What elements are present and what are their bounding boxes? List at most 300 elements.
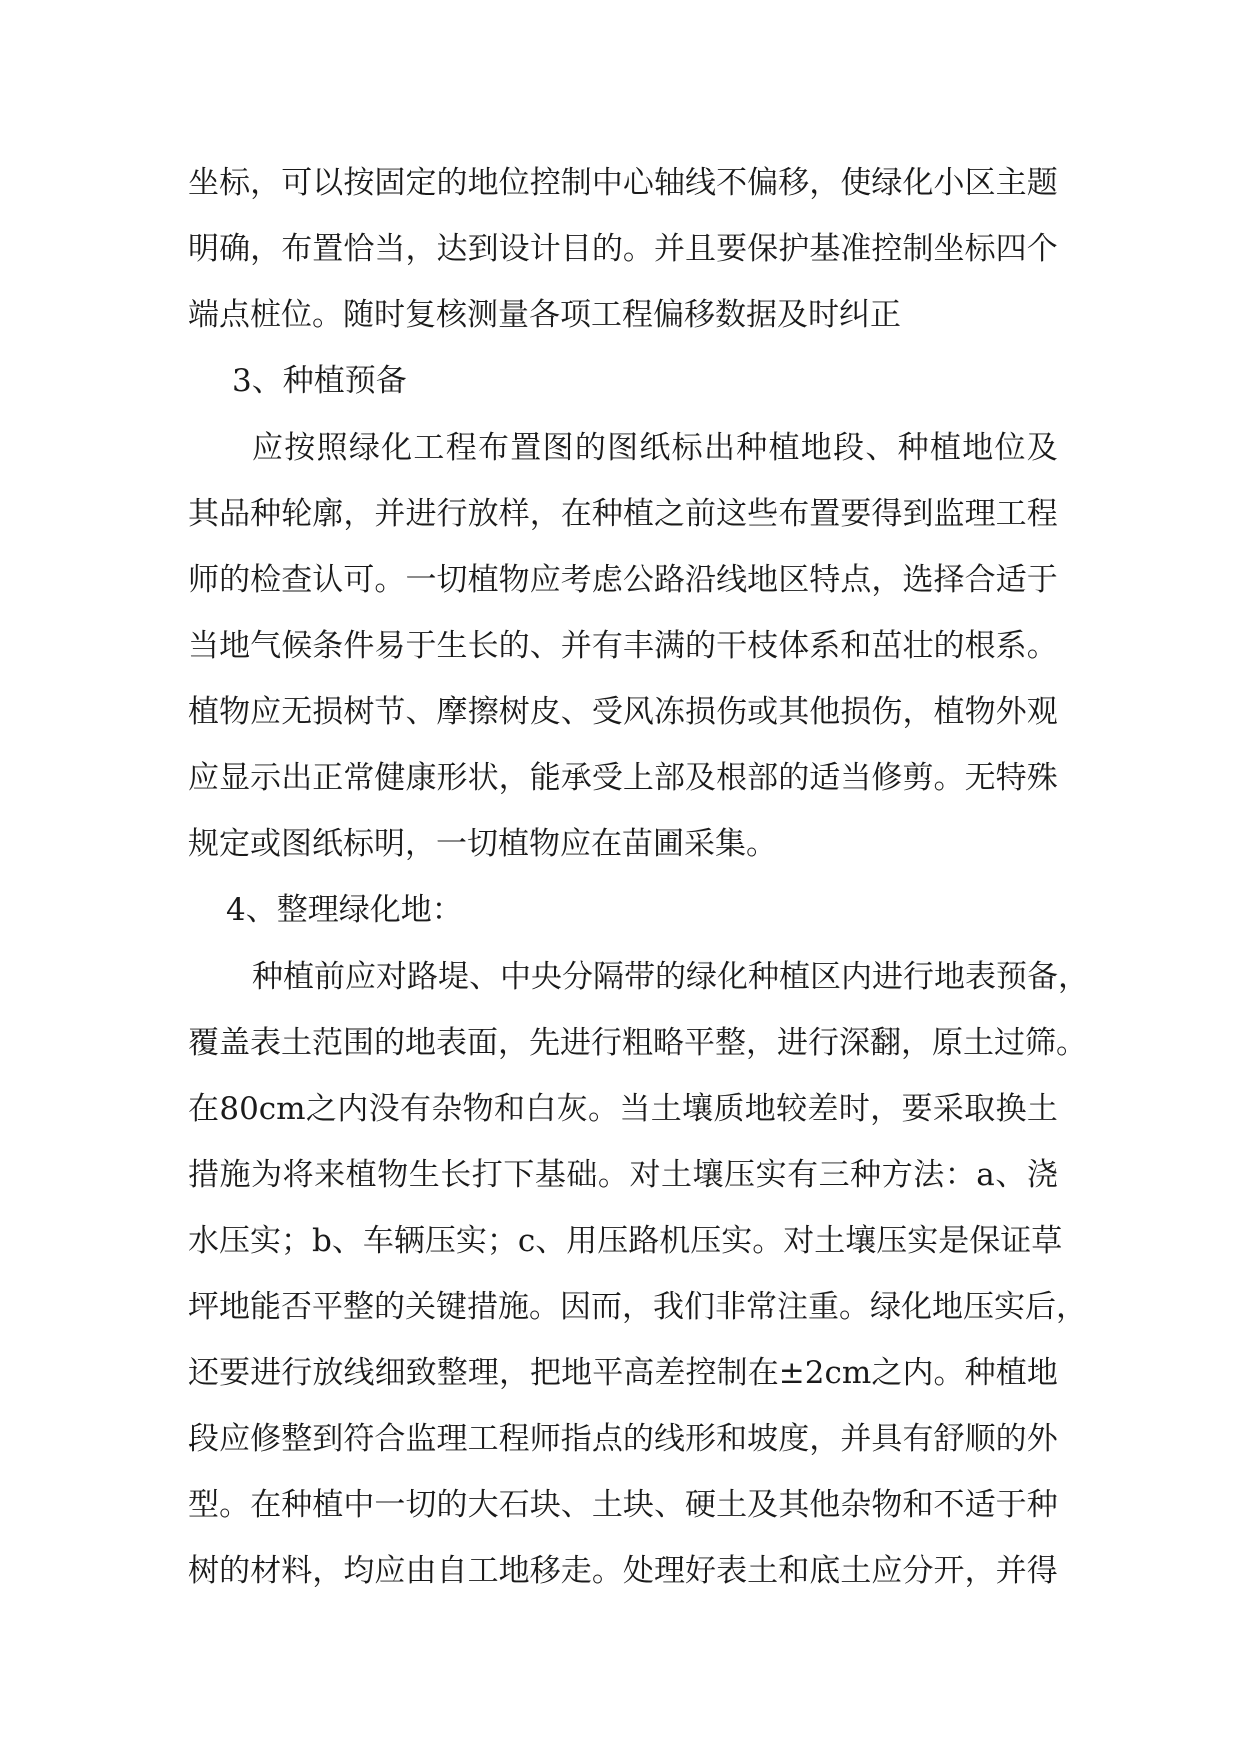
glyph: 高 — [623, 1355, 655, 1391]
glyph: 大 — [467, 1487, 499, 1523]
glyph: 要 — [219, 1355, 251, 1391]
glyph: 进 — [777, 1025, 808, 1061]
glyph: 标 — [671, 430, 703, 466]
glyph: 、 — [535, 1223, 567, 1259]
glyph: 。 — [219, 1487, 251, 1523]
glyph: 区 — [810, 959, 841, 995]
glyph: 检 — [250, 562, 282, 598]
glyph: 内 — [337, 1091, 369, 1127]
glyph: 观 — [1026, 694, 1058, 730]
glyph: 应 — [345, 959, 376, 995]
glyph: 处 — [622, 1553, 654, 1589]
glyph: 承 — [560, 760, 592, 796]
glyph: 受 — [591, 760, 623, 796]
glyph: 筛 — [1025, 1025, 1056, 1061]
glyph: ， — [250, 231, 282, 267]
glyph: 个 — [1026, 231, 1058, 267]
glyph: 中 — [500, 959, 531, 995]
glyph: 制 — [716, 1355, 748, 1391]
glyph: 控 — [529, 165, 561, 201]
glyph: 公 — [622, 562, 654, 598]
glyph: 在 — [188, 1091, 219, 1127]
glyph: 对 — [629, 1157, 661, 1193]
glyph: 位 — [994, 430, 1026, 466]
glyph: 植 — [283, 959, 314, 995]
glyph: c — [517, 1223, 536, 1259]
glyph: 的 — [778, 760, 810, 796]
glyph: 料 — [281, 1553, 313, 1589]
glyph: 粗 — [622, 1025, 653, 1061]
glyph: 的 — [219, 1553, 251, 1589]
glyph: 地 — [934, 959, 965, 995]
glyph: 平 — [592, 1355, 624, 1391]
glyph: 系 — [995, 628, 1027, 664]
glyph: 使 — [840, 165, 872, 201]
glyph: 植 — [345, 1157, 377, 1193]
glyph: 行 — [436, 496, 468, 532]
glyph: 打 — [471, 1157, 503, 1193]
glyph: 特 — [809, 562, 841, 598]
glyph: 。 — [529, 1289, 560, 1325]
glyph: 并 — [840, 1421, 872, 1457]
glyph: 。 — [752, 1223, 784, 1259]
glyph: ， — [964, 1553, 996, 1589]
glyph: 要 — [840, 496, 872, 532]
glyph: 恰 — [343, 231, 375, 267]
glyph: 路 — [407, 959, 438, 995]
glyph: ， — [498, 1025, 529, 1061]
glyph: 浇 — [1026, 1157, 1058, 1193]
glyph: 正 — [312, 760, 344, 796]
glyph: 杂 — [431, 1091, 463, 1127]
glyph: 偏 — [747, 165, 779, 201]
glyph: 茁 — [871, 628, 903, 664]
glyph: 为 — [251, 1157, 283, 1193]
glyph: 范 — [312, 1025, 343, 1061]
glyph: 监 — [405, 1421, 437, 1457]
glyph: 出 — [703, 430, 735, 466]
glyph: 上 — [622, 760, 654, 796]
glyph: 外 — [1026, 1421, 1058, 1457]
glyph: 好 — [685, 1553, 716, 1589]
glyph: 盖 — [219, 1025, 250, 1061]
glyph: 种 — [897, 430, 929, 466]
glyph: 按 — [284, 430, 316, 466]
glyph: 下 — [503, 1157, 535, 1193]
text-line-11: 规定或图纸标明，一切植物应在苗圃采集。 — [188, 826, 777, 862]
glyph: 置 — [809, 496, 841, 532]
glyph: 点 — [591, 1421, 623, 1457]
glyph: 伤 — [716, 694, 748, 730]
glyph: 我 — [653, 1289, 684, 1325]
glyph: 。 — [1056, 1025, 1087, 1061]
glyph: 坐 — [188, 165, 219, 201]
glyph: 或 — [747, 694, 779, 730]
glyph: 生 — [436, 628, 468, 664]
glyph: 土 — [716, 1487, 748, 1523]
glyph: ， — [901, 1025, 932, 1061]
text-line-15 — [188, 1076, 1058, 1142]
glyph: 剪 — [902, 760, 934, 796]
glyph: 地 — [561, 1355, 593, 1391]
glyph: 应 — [188, 760, 219, 796]
glyph: 方 — [881, 1157, 913, 1193]
glyph: 实 — [994, 1289, 1025, 1325]
glyph: 于 — [1026, 562, 1058, 598]
glyph: ， — [498, 1355, 530, 1391]
glyph: 土 — [660, 1157, 692, 1193]
glyph: 移 — [529, 1553, 561, 1589]
glyph: 整 — [281, 1421, 313, 1457]
glyph: ， — [746, 1025, 777, 1061]
glyph: 土 — [814, 1223, 846, 1259]
glyph: 理 — [467, 1355, 499, 1391]
glyph: 块 — [622, 1487, 654, 1523]
glyph: 。 — [374, 562, 406, 598]
glyph: 度 — [778, 1421, 810, 1457]
glyph: ， — [870, 1091, 902, 1127]
glyph: 的 — [685, 628, 716, 664]
glyph: 纸 — [639, 430, 671, 466]
glyph: 土 — [281, 1025, 312, 1061]
glyph: 程 — [1026, 496, 1058, 532]
glyph: 的 — [219, 562, 251, 598]
glyph: 合 — [964, 562, 996, 598]
glyph: 预 — [996, 959, 1027, 995]
glyph: 应 — [250, 694, 282, 730]
text-line-14 — [188, 1010, 1087, 1076]
glyph: 内 — [902, 1355, 934, 1391]
glyph: ， — [250, 165, 282, 201]
glyph: 植 — [929, 430, 961, 466]
glyph: 水 — [188, 1223, 219, 1259]
glyph: 无 — [964, 760, 996, 796]
glyph: 确 — [219, 231, 251, 267]
glyph: 地 — [405, 1025, 436, 1061]
glyph: 们 — [684, 1289, 715, 1325]
glyph: 没 — [368, 1091, 400, 1127]
glyph: 坪 — [188, 1289, 219, 1325]
glyph: 图 — [542, 430, 574, 466]
glyph: 控 — [685, 1355, 717, 1391]
glyph: 系 — [809, 628, 841, 664]
glyph: 节 — [374, 694, 406, 730]
glyph: ； — [486, 1223, 518, 1259]
glyph: 的 — [374, 1289, 405, 1325]
glyph: 轮 — [281, 496, 313, 532]
glyph: 。 — [839, 1289, 870, 1325]
glyph: 还 — [188, 1355, 219, 1391]
glyph: 三 — [818, 1157, 850, 1193]
glyph: 以 — [312, 165, 344, 201]
glyph: 和 — [778, 1553, 810, 1589]
glyph: 切 — [405, 1487, 437, 1523]
glyph: 风 — [622, 694, 654, 730]
glyph: 健 — [374, 760, 406, 796]
glyph: 关 — [405, 1289, 436, 1325]
glyph: 。 — [597, 1157, 629, 1193]
glyph: 土 — [840, 1553, 872, 1589]
glyph: 应 — [374, 1553, 406, 1589]
glyph: 按 — [343, 165, 375, 201]
glyph: 根 — [716, 760, 748, 796]
glyph: 适 — [809, 760, 841, 796]
glyph: 质 — [713, 1091, 745, 1127]
glyph: 示 — [250, 760, 282, 796]
glyph: 标 — [219, 165, 251, 201]
glyph: 将 — [282, 1157, 314, 1193]
glyph: 控 — [871, 231, 903, 267]
glyph: 基 — [809, 231, 841, 267]
glyph: ±2cm — [778, 1355, 872, 1391]
glyph: 选 — [902, 562, 934, 598]
glyph: 内 — [841, 959, 872, 995]
glyph: 前 — [685, 496, 716, 532]
glyph: 适 — [995, 562, 1027, 598]
glyph: a — [976, 1157, 995, 1193]
glyph: 擦 — [467, 694, 499, 730]
glyph: 候 — [281, 628, 313, 664]
glyph: 措 — [188, 1157, 219, 1193]
glyph: 工 — [413, 430, 445, 466]
glyph: 些 — [747, 496, 779, 532]
glyph: 进 — [405, 496, 437, 532]
glyph: 师 — [188, 562, 219, 598]
text-line-2 — [188, 216, 1058, 282]
glyph: 压 — [424, 1223, 456, 1259]
glyph: 制 — [560, 165, 592, 201]
glyph: 先 — [529, 1025, 560, 1061]
glyph: 满 — [653, 628, 685, 664]
glyph: 易 — [374, 628, 406, 664]
glyph: 路 — [653, 562, 685, 598]
glyph: 理 — [964, 496, 996, 532]
glyph: 沿 — [685, 562, 716, 598]
glyph: 机 — [659, 1223, 691, 1259]
glyph: 进 — [560, 1025, 591, 1061]
glyph: 之 — [305, 1091, 337, 1127]
glyph: 出 — [281, 760, 313, 796]
glyph: 物 — [871, 1487, 903, 1523]
glyph: 差 — [654, 1355, 686, 1391]
glyph: 、 — [653, 1487, 685, 1523]
glyph: 的 — [436, 165, 468, 201]
glyph: 、 — [865, 430, 897, 466]
glyph: 放 — [467, 496, 499, 532]
glyph: 可 — [343, 562, 375, 598]
glyph: 查 — [281, 562, 313, 598]
glyph: 压 — [219, 1223, 250, 1259]
glyph: 原 — [932, 1025, 963, 1061]
glyph: 程 — [445, 430, 477, 466]
glyph: 指 — [560, 1421, 592, 1457]
glyph: 。 — [591, 1553, 623, 1589]
glyph: 轴 — [653, 165, 685, 201]
text-line-6 — [188, 481, 1058, 547]
glyph: 的 — [498, 628, 530, 664]
glyph: 树 — [188, 1553, 219, 1589]
glyph: 及 — [747, 1487, 779, 1523]
text-line-3: 端点桩位。随时复核测量各项工程偏移数据及时纠正 — [188, 297, 901, 333]
glyph: 行 — [281, 1355, 313, 1391]
glyph: 在 — [560, 496, 592, 532]
glyph: 平 — [312, 1289, 343, 1325]
glyph: 草 — [1031, 1223, 1063, 1259]
glyph: 丰 — [622, 628, 654, 664]
glyph: 是 — [938, 1223, 970, 1259]
glyph: 监 — [933, 496, 965, 532]
glyph: 布 — [281, 231, 313, 267]
glyph: 实 — [455, 1223, 487, 1259]
glyph: 时 — [838, 1091, 870, 1127]
glyph: 证 — [1000, 1223, 1032, 1259]
glyph: ， — [1058, 959, 1089, 995]
glyph: 否 — [281, 1289, 312, 1325]
glyph: 布 — [477, 430, 509, 466]
text-line-5 — [252, 415, 1058, 481]
glyph: 由 — [405, 1553, 437, 1589]
text-line-7 — [188, 547, 1058, 613]
glyph: 的 — [995, 1421, 1027, 1457]
glyph: 种 — [850, 1157, 882, 1193]
glyph: 地 — [219, 1289, 250, 1325]
glyph: 实 — [755, 1157, 787, 1193]
glyph: 地 — [744, 1091, 776, 1127]
glyph: 制 — [902, 231, 934, 267]
text-line-20 — [188, 1406, 1058, 1472]
glyph: 殊 — [1026, 760, 1058, 796]
text-line-19 — [188, 1340, 1058, 1406]
glyph: 保 — [747, 231, 779, 267]
glyph: 表 — [250, 1025, 281, 1061]
glyph: 隔 — [593, 959, 624, 995]
glyph: 护 — [778, 231, 810, 267]
glyph: 施 — [219, 1157, 251, 1193]
glyph: 种 — [1026, 1487, 1058, 1523]
glyph: 工 — [995, 496, 1027, 532]
glyph: 植 — [188, 694, 219, 730]
glyph: 基 — [534, 1157, 566, 1193]
text-line-10 — [188, 745, 1058, 811]
glyph: 绿 — [686, 959, 717, 995]
glyph: 件 — [343, 628, 375, 664]
glyph: 保 — [969, 1223, 1001, 1259]
glyph: 四 — [995, 231, 1027, 267]
glyph: 到 — [467, 231, 499, 267]
glyph: 照 — [316, 430, 348, 466]
glyph: 行 — [903, 959, 934, 995]
glyph: 体 — [778, 628, 810, 664]
glyph: 及 — [1026, 430, 1058, 466]
glyph: 干 — [716, 628, 748, 664]
glyph: 、 — [469, 959, 500, 995]
glyph: 于 — [405, 628, 437, 664]
glyph: 地 — [800, 430, 832, 466]
glyph: 种 — [964, 1355, 996, 1391]
glyph: 形 — [685, 1421, 716, 1457]
glyph: 、 — [529, 628, 561, 664]
glyph: ， — [343, 496, 375, 532]
glyph: 绿 — [871, 165, 903, 201]
glyph: 键 — [436, 1289, 467, 1325]
glyph: 当 — [619, 1091, 651, 1127]
glyph: 地 — [932, 1289, 963, 1325]
glyph: 可 — [281, 165, 313, 201]
glyph: 并 — [653, 231, 685, 267]
glyph: 不 — [716, 165, 748, 201]
glyph: 重 — [808, 1289, 839, 1325]
glyph: 考 — [560, 562, 592, 598]
glyph: 土 — [650, 1091, 682, 1127]
glyph: 非 — [715, 1289, 746, 1325]
glyph: 外 — [995, 694, 1027, 730]
glyph: 和 — [716, 1421, 748, 1457]
glyph: 压 — [724, 1157, 756, 1193]
glyph: 的 — [933, 628, 965, 664]
glyph: 80cm — [219, 1091, 306, 1127]
glyph: 根 — [964, 628, 996, 664]
glyph: 实 — [721, 1223, 753, 1259]
glyph: 植 — [933, 694, 965, 730]
glyph: 到 — [902, 496, 934, 532]
glyph: ， — [498, 760, 530, 796]
glyph: 均 — [343, 1553, 375, 1589]
glyph: 有 — [399, 1091, 431, 1127]
glyph: 地 — [1026, 1355, 1058, 1391]
glyph: ， — [809, 1421, 841, 1457]
glyph: 具 — [871, 1421, 903, 1457]
glyph: 致 — [405, 1355, 437, 1391]
glyph: 生 — [408, 1157, 440, 1193]
glyph: 品 — [219, 496, 251, 532]
glyph: 土 — [963, 1025, 994, 1061]
glyph: 植 — [622, 496, 654, 532]
glyph: 、 — [995, 1157, 1027, 1193]
glyph: 其 — [188, 496, 219, 532]
glyph: 理 — [653, 1553, 685, 1589]
glyph: 。 — [588, 1091, 619, 1127]
glyph: 取 — [964, 1091, 996, 1127]
glyph: 和 — [840, 628, 872, 664]
glyph: 块 — [529, 1487, 561, 1523]
glyph: 顺 — [964, 1421, 996, 1457]
glyph: 的 — [374, 1025, 405, 1061]
glyph: 样 — [498, 496, 530, 532]
glyph: 适 — [964, 1487, 996, 1523]
glyph: 走 — [560, 1553, 592, 1589]
glyph: 皮 — [529, 694, 561, 730]
glyph: 准 — [840, 231, 872, 267]
glyph: 础 — [566, 1157, 598, 1193]
glyph: 并 — [560, 628, 592, 664]
glyph: 绿 — [870, 1289, 901, 1325]
glyph: 树 — [343, 694, 375, 730]
glyph: 中 — [343, 1487, 375, 1523]
glyph: 行 — [808, 1025, 839, 1061]
glyph: 采 — [932, 1091, 964, 1127]
glyph: 、 — [331, 1223, 363, 1259]
glyph: 区 — [778, 562, 810, 598]
glyph: 定 — [405, 165, 437, 201]
glyph: ， — [871, 562, 903, 598]
glyph: 壤 — [845, 1223, 877, 1259]
glyph: 当 — [840, 760, 872, 796]
glyph: 修 — [871, 760, 903, 796]
glyph: 硬 — [685, 1487, 716, 1523]
glyph: 的 — [591, 231, 623, 267]
glyph: 物 — [498, 562, 530, 598]
glyph: 进 — [250, 1355, 282, 1391]
